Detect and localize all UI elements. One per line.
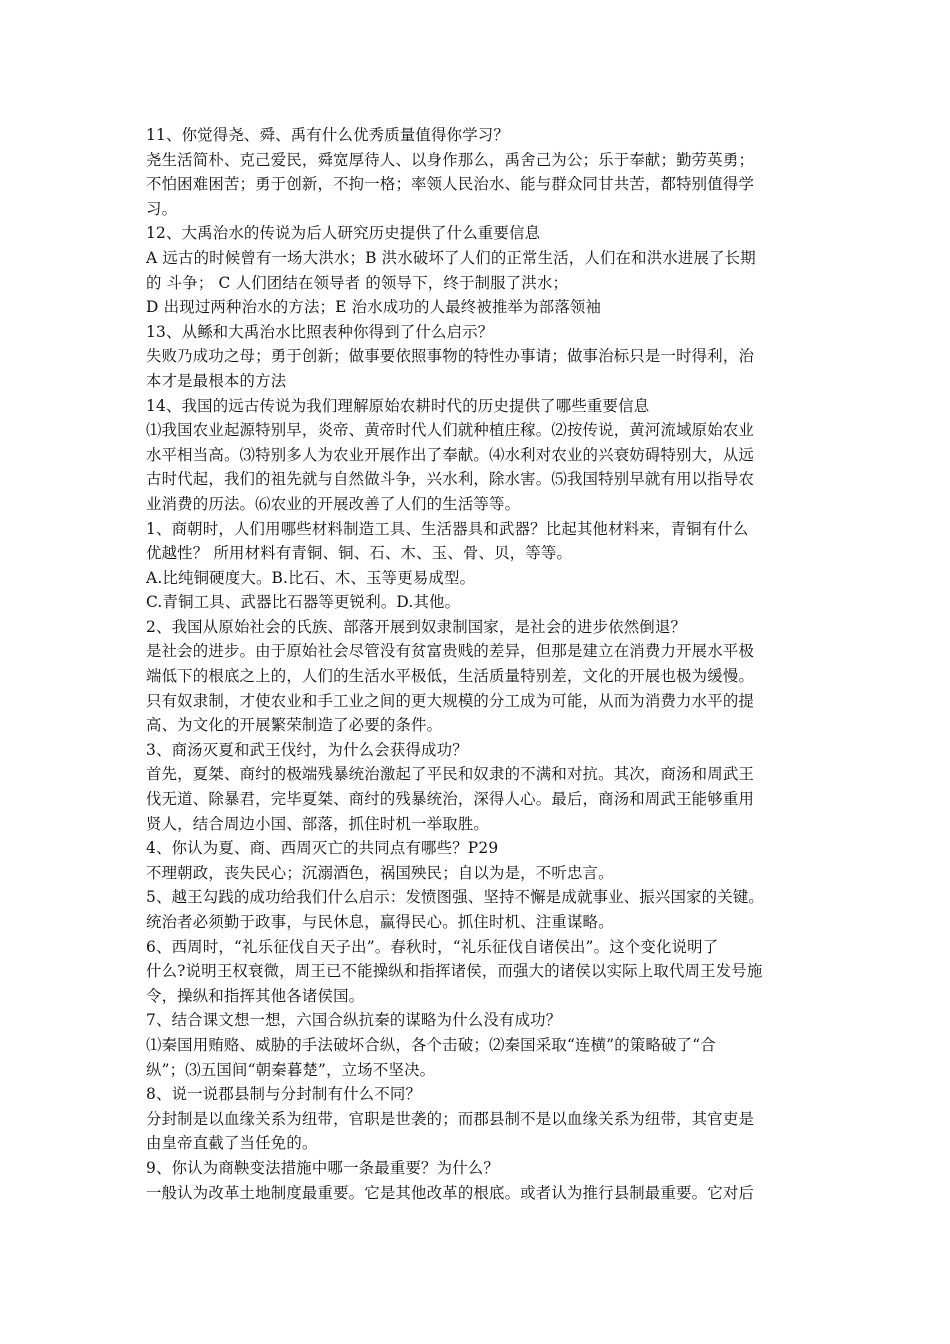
text-line: D 出现过两种治水的方法；E 治水成功的人最终被推举为部落领袖: [146, 298, 602, 317]
text-line: 纵”；⑶五国间“朝秦暮楚”，立场不坚决。: [146, 1060, 436, 1079]
text-line: 首先，夏桀、商纣的极端残暴统治激起了平民和奴隶的不满和对抗。其次，商汤和周武王: [146, 765, 755, 784]
text-line: 贤人，结合周边小国、部落，抓住时机一举取胜。: [146, 814, 489, 833]
text-line: 不怕困难困苦；勇于创新，不拘一格；率领人民治水、能与群众同甘共苦，都特别值得学: [146, 175, 755, 194]
text-line: 令，操纵和指挥其他各诸侯国。: [146, 986, 365, 1005]
text-line: 一般认为改革土地制度最重要。它是其他改革的根底。或者认为推行县制最重要。它对后: [146, 1183, 755, 1202]
text-line: ⑴秦国用贿赂、威胁的手法破坏合纵，各个击破；⑵秦国采取“连横”的策略破了“合: [146, 1035, 716, 1054]
text-line: 的 斗争； C 人们团结在领导者 的领导下，终于制服了洪水；: [146, 273, 569, 292]
text-line: 9、你认为商鞅变法措施中哪一条最重要？为什么？: [146, 1158, 499, 1177]
text-line: 8、说一说郡县制与分封制有什么不同？: [146, 1085, 422, 1104]
text-line: 优越性？ 所用材料有青铜、铜、石、木、玉、骨、贝，等等。: [146, 544, 573, 563]
text-line: 由皇帝直截了当任免的。: [146, 1134, 318, 1153]
text-line: 1、商朝时，人们用哪些材料制造工具、生活器具和武器？比起其他材料来，青铜有什么: [146, 519, 749, 538]
text-line: 古时代起，我们的祖先就与自然做斗争，兴水利，除水害。⑸我国特别早就有用以指导农: [146, 470, 755, 489]
text-line: 12、大禹治水的传说为后人研究历史提供了什么重要信息: [146, 224, 541, 243]
text-line: A 远古的时候曾有一场大洪水；B 洪水破坏了人们的正常生活，人们在和洪水进展了长期: [146, 248, 756, 267]
text-line: 业消费的历法。⑹农业的开展改善了人们的生活等等。: [146, 494, 521, 513]
text-line: 是社会的进步。由于原始社会尽管没有贫富贵贱的差异，但那是建立在消费力开展水平极: [146, 642, 755, 661]
text-line: A.比纯铜硬度大。B.比石、木、玉等更易成型。: [146, 568, 476, 587]
text-line: 7、结合课文想一想，六国合纵抗秦的谋略为什么没有成功？: [146, 1011, 562, 1030]
text-line: 13、从鲧和大禹治水比照表种你得到了什么启示？: [146, 322, 494, 341]
text-line: 只有奴隶制，才使农业和手工业之间的更大规模的分工成为可能，从而为消费力水平的提: [146, 691, 755, 710]
text-line: 本才是最根本的方法: [146, 371, 287, 390]
text-line: 水平相当高。⑶特别多人为农业开展作出了奉献。⑷水利对农业的兴衰妨碍特别大，从远: [146, 445, 755, 464]
text-line: 端低下的根底之上的，人们的生活水平极低，生活质量特别差，文化的开展也极为缓慢。: [146, 667, 755, 686]
text-line: 尧生活简朴、克己爱民，舜宽厚待人、以身作那么，禹舍己为公；乐于奉献；勤劳英勇；: [146, 150, 755, 169]
text-line: 3、商汤灭夏和武王伐纣，为什么会获得成功？: [146, 740, 468, 759]
text-line: 失败乃成功之母；勇于创新；做事要依照事物的特性办事请；做事治标只是一时得利，治: [146, 347, 755, 366]
text-line: 伐无道、除暴君，完毕夏桀、商纣的残暴统治，深得人心。最后，商汤和周武王能够重用: [146, 790, 755, 809]
text-line: 4、你认为夏、商、西周灭亡的共同点有哪些？P29: [146, 839, 499, 858]
text-line: C.青铜工具、武器比石器等更锐利。D.其他。: [146, 593, 461, 612]
text-line: 高、为文化的开展繁荣制造了必要的条件。: [146, 716, 443, 735]
text-line: 分封制是以血缘关系为纽带，官职是世袭的；而郡县制不是以血缘关系为纽带，其官吏是: [146, 1109, 755, 1128]
text-line: 11、你觉得尧、舜、禹有什么优秀质量值得你学习？: [146, 126, 509, 144]
text-line: 习。: [146, 199, 178, 218]
text-line: 5、越王勾践的成功给我们什么启示：发愤图强、坚持不懈是成就事业、振兴国家的关键。: [146, 888, 765, 907]
text-line: 不理朝政，丧失民心；沉溺酒色，祸国殃民；自以为是，不听忠言。: [146, 863, 614, 882]
text-line: 2、我国从原始社会的氏族、部落开展到奴隶制国家，是社会的进步依然倒退？: [146, 617, 687, 636]
text-line: 6、西周时，“礼乐征伐自天子出”。春秋时，“礼乐征伐自诸侯出”。这个变化说明了: [146, 937, 719, 956]
text-line: 什么?说明王权衰微，周王已不能操纵和指挥诸侯，而强大的诸侯以实际上取代周王发号施: [146, 962, 763, 981]
text-line: 统治者必须勤于政事，与民休息，赢得民心。抓住时机、注重谋略。: [146, 913, 614, 931]
document-page: [146, 123, 826, 1205]
text-line: ⑴我国农业起源特别早，炎帝、黄帝时代人们就种植庄稼。⑵按传说，黄河流域原始农业: [146, 421, 755, 440]
text-line: 14、我国的远古传说为我们理解原始农耕时代的历史提供了哪些重要信息: [146, 396, 650, 415]
